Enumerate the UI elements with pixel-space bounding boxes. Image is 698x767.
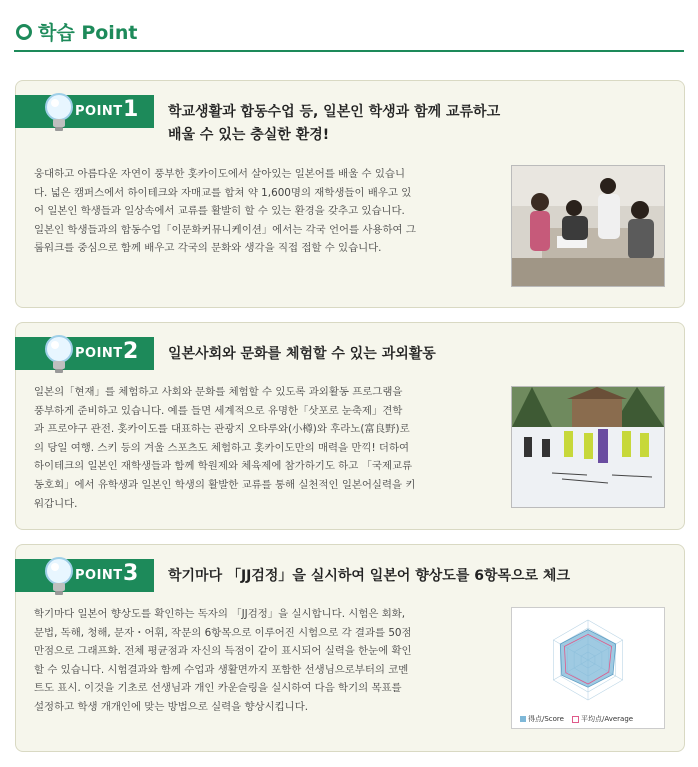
text-line: 웅대하고 아름다운 자연이 풍부한 홋카이도에서 살아있는 일본어를 배울 수 있습니 — [34, 168, 405, 180]
point-badge — [15, 337, 154, 370]
text-line: 설정하고 학생 개개인에 맞는 방법으로 실력을 향상시킵니다. — [34, 700, 309, 713]
point-title — [168, 101, 500, 147]
text-line: 할 수 있습니다. 시험결과와 함께 수업과 생활면까지 포함한 선생님으로부터의 코멘 — [34, 663, 409, 676]
text-line: 룹워크를 중심으로 함께 배우고 각국의 문화와 생각을 직접 접할 수 있습니다. — [34, 242, 382, 255]
point-badge-number: 3 — [123, 561, 139, 586]
text-line: 다. 넓은 캠퍼스에서 하이테크와 자매교를 합쳐 약 1,600명의 재학생들이 배우고 있 — [34, 186, 412, 199]
point-badge-word: POINT — [75, 346, 123, 361]
point-description — [34, 605, 510, 717]
radar-chart-svg — [512, 608, 664, 712]
page-title: 학습 Point — [38, 22, 138, 44]
point-description — [34, 165, 510, 258]
point-badge — [15, 559, 154, 592]
title-line: 일본사회와 문화를 체험할 수 있는 과외활동 — [168, 346, 436, 362]
point-description — [34, 383, 510, 513]
legend-label: 平均点/Average — [580, 715, 634, 723]
text-line: 과 프로야구 관전. 홋카이도를 대표하는 관광지 오타루와(小樽)와 후라노(富良野)로 — [34, 423, 410, 436]
text-line: 동호회」에서 유학생과 일본인 학생의 활발한 교류를 통해 실천적인 일본어실력을 키 — [34, 478, 416, 491]
title-line: 학기마다 「JJ검정」을 실시하여 일본어 향상도를 6항목으로 체크 — [168, 568, 570, 584]
text-line: 워갑니다. — [34, 497, 78, 510]
point-badge-number: 1 — [123, 97, 139, 122]
legend-label: 得点/Score — [528, 715, 564, 723]
text-line: 하이테크의 일본인 재학생들과 함께 학원제와 체육제에 참가하기도 하고 「국제교류 — [34, 460, 413, 473]
text-line: 트도 표시. 이것을 기초로 선생님과 개인 카운슬링을 실시하여 다음 학기의 목표를 — [34, 682, 402, 695]
point-card-2 — [15, 322, 685, 530]
point-badge-number: 2 — [123, 339, 139, 364]
point-card-3 — [15, 544, 685, 752]
circle-bullet-icon — [16, 24, 32, 40]
text-line: 어 일본인 학생들과 일상속에서 교류를 활발히 할 수 있는 환경을 갖추고 있습니다. — [34, 205, 405, 218]
legend-item-average — [572, 714, 633, 724]
classroom-photo — [511, 165, 665, 287]
title-line: 배울 수 있는 충실한 환경! — [168, 127, 330, 143]
text-line: 일본인 학생들과의 합동수업「이문화커뮤니케이션」에서는 각국 언어를 사용하여 그 — [34, 223, 416, 236]
text-line: 일본의「현재」를 체험하고 사회와 문화를 체험할 수 있도록 과외활동 프로그램을 — [34, 386, 403, 398]
point-badge — [15, 95, 154, 128]
section-header — [14, 12, 684, 52]
legend-item-score — [520, 714, 564, 724]
point-badge-word: POINT — [75, 104, 123, 119]
text-line: 의 당일 여행. 스키 등의 겨울 스포츠도 체험하고 홋카이도만의 매력을 만끽! 더하여 — [34, 441, 410, 454]
text-line: 만점으로 그래프화. 전체 평균점과 자신의 득점이 같이 표시되어 실력을 한눈에 확인 — [34, 645, 412, 658]
radar-chart — [511, 607, 665, 729]
text-line: 풍부하게 준비하고 있습니다. 예를 들면 세계적으로 유명한「삿포로 눈축제」견학 — [34, 404, 403, 417]
chart-legend — [520, 714, 633, 724]
text-line: 문법, 독해, 청해, 문자・어휘, 작문의 6항목으로 이루어진 시험으로 각 결과를 50점 — [34, 626, 412, 639]
legend-swatch — [572, 716, 579, 723]
text-line: 학기마다 일본어 향상도를 확인하는 독자의 「JJ검정」을 실시합니다. 시험은 회화, — [34, 608, 406, 620]
point-title — [168, 565, 570, 588]
point-title — [168, 343, 436, 366]
title-line: 학교생활과 합동수업 등, 일본인 학생과 함께 교류하고 — [168, 104, 501, 120]
point-badge-word: POINT — [75, 568, 123, 583]
ski-photo — [511, 386, 665, 508]
legend-swatch — [520, 716, 526, 722]
point-card-1 — [15, 80, 685, 308]
radar-series-score — [560, 630, 615, 688]
